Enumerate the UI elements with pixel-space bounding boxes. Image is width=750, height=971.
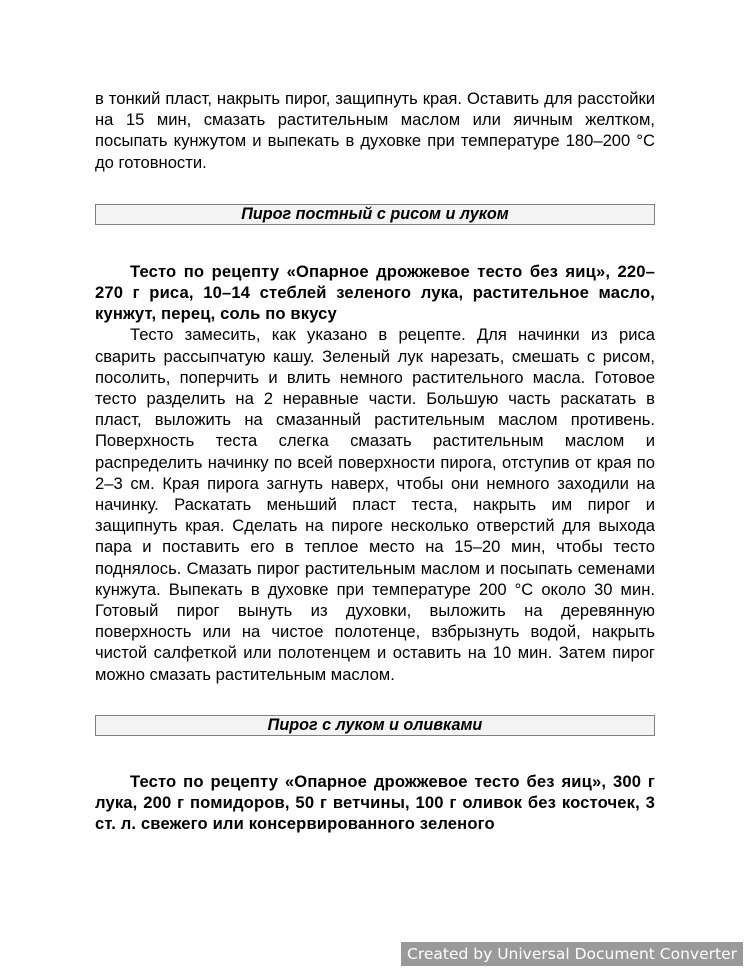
recipe-ingredients: Тесто по рецепту «Опарное дрожжевое тесто без яиц», 220–270 г риса, 10–14 стеблей зеленого лука, растительное масло, кунжут, перец, соль по вкусу: [95, 261, 655, 324]
recipe-method: Тесто замесить, как указано в рецепте. Для начинки из риса сварить рассыпчатую кашу. Зеленый лук нарезать, смешать с рисом, посолить, поперчить и влить немного растительного масла. Готовое тесто разделить на 2 неравные части. Большую часть раскатать в пласт, выложить на смазанный растительным маслом противень. Поверхность теста слегка смазать растительным маслом и распределить начинку по всей поверхности пирога, отступив от края по 2–3 см. Края пирога загнуть наверх, чтобы они немного заходили на начинку. Раскатать меньший пласт теста, накрыть им пирог и защипнуть края. Сделать на пироге несколько отверстий для выхода пара и поставить его в теплое место на 15–20 мин, чтобы тесто поднялось. Смазать пирог растительным маслом и посыпать семенами кунжута. Выпекать в духовке при температуре 200 °C около 30 мин. Готовый пирог вынуть из духовки, выложить на деревянную поверхность или на чистое полотенце, взбрызнуть водой, накрыть чистой салфеткой или полотенцем и оставить на 10 мин. Затем пирог можно смазать растительным маслом.: [95, 325, 655, 684]
document-page: [95, 88, 655, 834]
recipe-title: Пирог постный с рисом и луком: [95, 204, 655, 225]
recipe-ingredients: Тесто по рецепту «Опарное дрожжевое тесто без яиц», 300 г лука, 200 г помидоров, 50 г ветчины, 100 г оливок без косточек, 3 ст. л. свежего или консервированного зеленого: [95, 771, 655, 834]
recipe-title: Пирог с луком и оливками: [95, 715, 655, 736]
watermark: Created by Universal Document Converter: [401, 942, 743, 966]
body-paragraph: в тонкий пласт, накрыть пирог, защипнуть края. Оставить для расстойки на 15 мин, смазать растительным маслом или яичным желтком, посыпать кунжутом и выпекать в духовке при температуре 180–200 °C до готовности.: [95, 89, 655, 172]
